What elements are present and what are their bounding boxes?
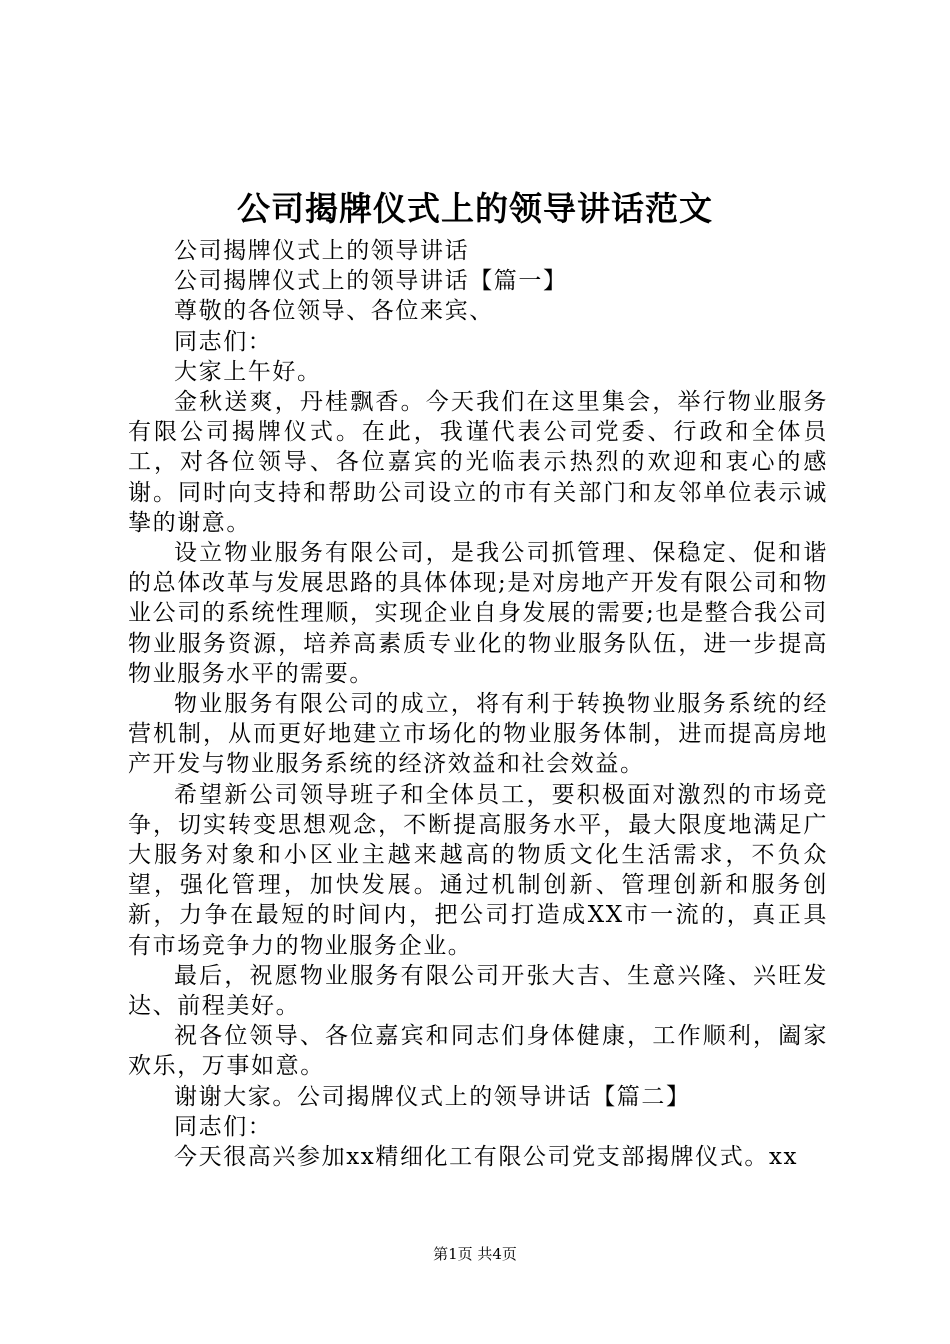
paragraph: 物业服务有限公司的成立，将有利于转换物业服务系统的经营机制，从而更好地建立市场化的物业服务体制，进而提高房地产开发与物业服务系统的经济效益和社会效益。	[128, 691, 828, 778]
page-number-footer: 第1页 共4页	[433, 1245, 517, 1263]
paragraph: 最后，祝愿物业服务有限公司开张大吉、生意兴隆、兴旺发达、前程美好。	[128, 962, 828, 1020]
paragraph: 同志们：	[174, 328, 273, 355]
document-body	[128, 236, 828, 1172]
paragraph: 设立物业服务有限公司，是我公司抓管理、保稳定、促和谐的总体改革与发展思路的具体体现;是对房地产开发有限公司和物业公司的系统性理顺，实现企业自身发展的需要;也是整合我公司物业服务资源，培养高素质专业化的物业服务队伍，进一步提高物业服务水平的需要。	[128, 540, 828, 687]
paragraph: 同志们：	[174, 1113, 273, 1140]
paragraph: 大家上午好。	[174, 358, 322, 385]
paragraph: 今天很高兴参加xx精细化工有限公司党支部揭牌仪式。xx	[174, 1144, 799, 1171]
paragraph: 希望新公司领导班子和全体员工，要积极面对激烈的市场竞争，切实转变思想观念，不断提高服务水平，最大限度地满足广大服务对象和小区业主越来越高的物质文化生活需求，不负众望，强化管理，加快发展。通过机制创新、管理创新和服务创新，力争在最短的时间内，把公司打造成XX市一流的，真正具有市场竞争力的物业服务企业。	[128, 781, 828, 959]
paragraph: 金秋送爽，丹桂飘香。今天我们在这里集会，举行物业服务有限公司揭牌仪式。在此，我谨代表公司党委、行政和全体员工，对各位领导、各位嘉宾的光临表示热烈的欢迎和衷心的感谢。同时向支持和帮助公司设立的市有关部门和友邻单位表示诚挚的谢意。	[128, 389, 828, 536]
paragraph: 公司揭牌仪式上的领导讲话	[174, 238, 470, 264]
paragraph: 尊敬的各位领导、各位来宾、	[174, 298, 494, 325]
document-title: 公司揭牌仪式上的领导讲话范文	[237, 189, 713, 228]
paragraph: 祝各位领导、各位嘉宾和同志们身体健康，工作顺利，阖家欢乐，万事如意。	[128, 1023, 828, 1080]
paragraph: 公司揭牌仪式上的领导讲话【篇一】	[174, 268, 568, 295]
paragraph: 谢谢大家。公司揭牌仪式上的领导讲话【篇二】	[174, 1083, 691, 1110]
